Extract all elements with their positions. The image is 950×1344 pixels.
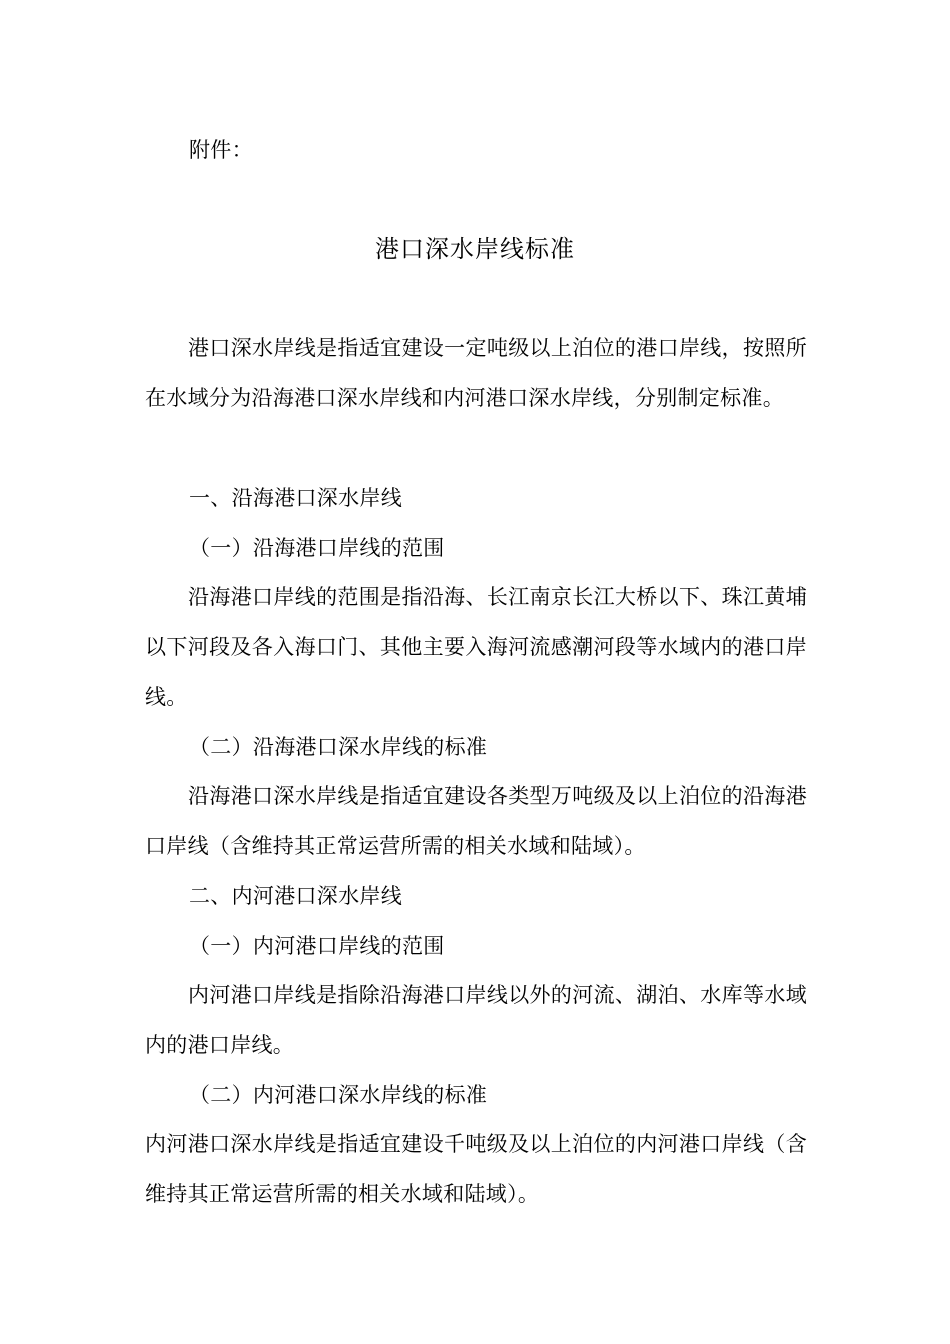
section-1-heading: 一、沿海港口深水岸线 [189,486,402,510]
section-2-sub-2-body: 内河港口深水岸线是指适宜建设千吨级及以上泊位的内河港口岸线（含维持其正常运营所需的相关水域和陆域）。 [145,1132,807,1206]
section-2-sub-2-heading: （二）内河港口深水岸线的标准 [189,1083,488,1107]
section-2-heading: 二、内河港口深水岸线 [189,884,402,908]
section-1-sub-1-heading: （一）沿海港口岸线的范围 [189,536,445,560]
attachment-label: 附件： [189,138,253,162]
section-2-sub-1-heading: （一）内河港口岸线的范围 [189,934,445,958]
section-2-sub-1-body: 内河港口岸线是指除沿海港口岸线以外的河流、湖泊、水库等水域内的港口岸线。 [145,983,807,1057]
section-1-sub-2-body: 沿海港口深水岸线是指适宜建设各类型万吨级及以上泊位的沿海港口岸线（含维持其正常运营所需的相关水域和陆域）。 [145,784,807,858]
section-1-sub-1-body: 沿海港口岸线的范围是指沿海、长江南京长江大桥以下、珠江黄埔以下河段及各入海口门、其他主要入海河流感潮河段等水域内的港口岸线。 [145,585,807,709]
document-title: 港口深水岸线标准 [375,235,575,263]
section-1-sub-2-heading: （二）沿海港口深水岸线的标准 [189,735,488,759]
intro-paragraph: 港口深水岸线是指适宜建设一定吨级以上泊位的港口岸线，按照所在水域分为沿海港口深水岸线和内河港口深水岸线，分别制定标准。 [145,336,807,410]
